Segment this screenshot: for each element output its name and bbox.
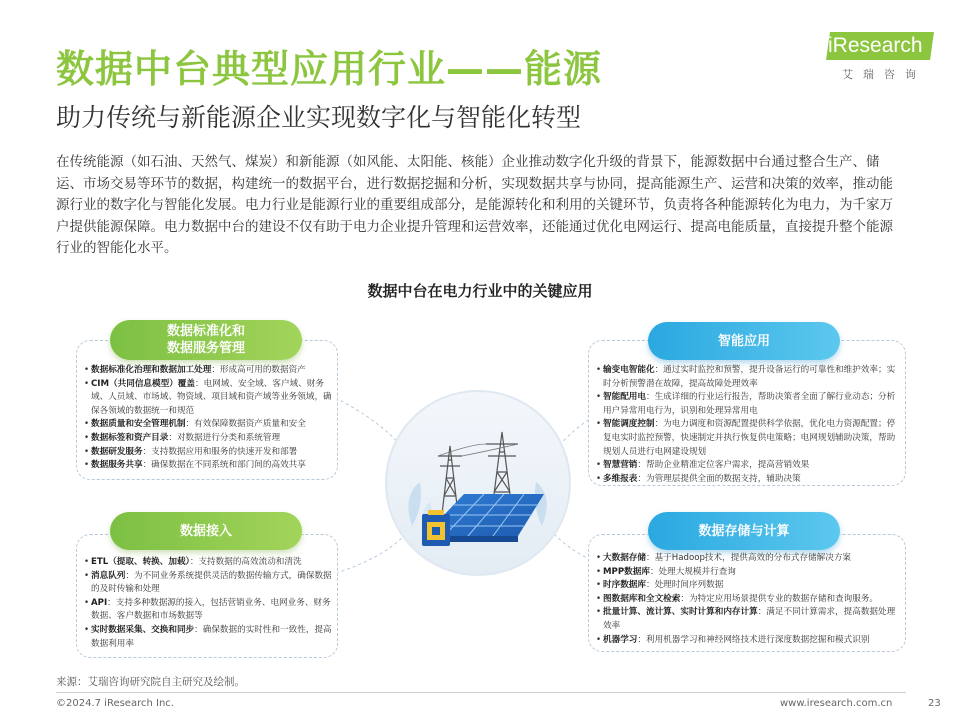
list-item-key: 数据标签和资产目录 (91, 432, 169, 443)
list-item-key: 数据研发服务 (91, 446, 143, 457)
list-item-value: ：形成高可用的数据资产 (211, 365, 306, 375)
website-link[interactable]: www.iresearch.com.cn (780, 698, 893, 709)
list-item-key: 数据服务共享 (91, 460, 143, 471)
list-item-key: 批量计算、流计算、实时计算和内存计算 (603, 607, 758, 618)
list-item-value: ：为管理层提供全面的数据支持，辅助决策 (637, 473, 801, 484)
list-item (84, 556, 334, 570)
list-item-key: 大数据存储 (603, 553, 646, 563)
energy-illustration (372, 386, 584, 580)
logo-name: iResearch (828, 34, 923, 57)
list-item-value: ：处理大规模并行查询 (649, 566, 736, 577)
list-item-key: 多维报表 (603, 473, 638, 484)
list-item-key: 图数据库和全文检索 (603, 593, 681, 604)
list-item-value: ：电网域、安全域、客户域、财务域、人员域、市场域、物资域、项目域和资产域等业务领域，确保各领域的数据统一和规范 (91, 378, 332, 416)
list-smart-application (596, 364, 900, 486)
list-item (84, 597, 334, 624)
list-item (84, 459, 334, 473)
list-item-value: ：支持多种数据源的接入，包括营销业务、电网业务、财务数据、客户数据和市场数据等 (91, 597, 331, 622)
list-item-value: ：对数据进行分类和系统管理 (168, 432, 281, 443)
list-item-key: 实时数据采集、交换和同步 (91, 624, 195, 635)
page-subtitle: 助力传统与新能源企业实现数字化与智能化转型 (56, 103, 582, 132)
list-item (84, 364, 334, 378)
list-item-key: MPP数据库 (603, 566, 650, 577)
list-item (596, 579, 900, 593)
list-item (84, 570, 334, 597)
list-data-ingestion (84, 556, 334, 651)
list-item (84, 378, 334, 419)
list-item-value: ：有效保障数据资产质量和安全 (185, 419, 306, 430)
pill-data-ingestion: 数据接入 (110, 512, 302, 550)
battery-icon (422, 510, 450, 546)
list-item-value: ：生成详细的行业运行报告，帮助决策者全面了解行业动态；分析用户异常用电行为，识别和处理异常用电 (603, 392, 896, 416)
list-item-value: ：支持数据的高效流动和清洗 (189, 557, 302, 567)
page-title: 数据中台典型应用行业——能源 (56, 47, 603, 91)
pill-data-standardization: 数据标准化和 数据服务管理 (110, 320, 302, 360)
list-item (84, 624, 334, 651)
list-item (596, 459, 900, 473)
source-note: 来源：艾瑞咨询研究院自主研究及绘制。 (56, 676, 245, 688)
section-title: 数据中台在电力行业中的关键应用 (367, 282, 593, 300)
footer-divider (56, 692, 906, 693)
list-item (596, 606, 900, 633)
list-item (596, 634, 900, 648)
list-item-key: 智慧营销 (603, 460, 638, 471)
list-item (596, 391, 900, 418)
list-item-key: 输变电智能化 (603, 365, 655, 375)
list-item (596, 418, 900, 459)
copyright: ©2024.7 iResearch Inc. (56, 698, 174, 709)
list-item (84, 418, 334, 432)
list-item-key: CIM（共同信息模型）覆盖 (91, 378, 195, 389)
list-item-value: ：基于Hadoop技术，提供高效的分布式存储解决方案 (645, 553, 852, 563)
list-item (596, 552, 900, 566)
list-item-key: 时序数据库 (603, 580, 646, 591)
list-item (596, 566, 900, 580)
list-item-key: 智能配用电 (603, 392, 646, 403)
list-item-key: 智能调度控制 (603, 419, 655, 430)
list-item-value: ：确保数据在不同系统和部门间的高效共享 (142, 460, 306, 471)
list-item-key: 机器学习 (603, 634, 638, 645)
list-data-standardization (84, 364, 334, 473)
list-item (84, 432, 334, 446)
list-item (84, 446, 334, 460)
list-item-value: ：为特定应用场景提供专业的数据存储和查询服务。 (680, 593, 879, 604)
list-item-value: ：满足不同计算需求，提高数据处理效率 (603, 607, 896, 631)
list-item-value: ：确保数据的实时性和一致性，提高数据利用率 (91, 624, 332, 649)
list-item-key: 消息队列 (91, 570, 126, 581)
pill-smart-application: 智能应用 (648, 322, 840, 360)
list-item (596, 473, 900, 487)
list-item-value: ：通过实时监控和预警，提升设备运行的可靠性和维护效率；实时分析预警潜在故障，提高故障处理效率 (603, 365, 896, 389)
list-item-key: ETL（提取、转换、加载） (91, 557, 190, 567)
list-data-storage (596, 552, 900, 647)
pill-data-storage: 数据存储与计算 (648, 512, 840, 550)
list-item-value: ：为电力调度和资源配置提供科学依据，优化电力资源配置；停复电实时监控预警，快速制定并执行恢复供电策略；电网规划辅助决策，帮助规划人员进行电网建设规划 (603, 419, 896, 457)
intro-paragraph: 在传统能源（如石油、天然气、煤炭）和新能源（如风能、太阳能、核能）企业推动数字化升级的背景下，能源数据中台通过整合生产、储运、市场交易等环节的数据，构建统一的数据平台，进行数据挖掘和分析，实现数据共享与协同，提高能源生产、运营和决策的效率，推动能源行业的数字化与智能化发展。电力行业是能源行业的重要组成部分，是能源转化和利用的关键环节，负责将各种能源转化为电力，为千家万户提供能源保障。电力数据中台的建设不仅有助于电力企业提升管理和运营效率，还能通过优化电网运行、提高电能质量，直接提升整个能源行业的智能化水平。 (56, 154, 893, 256)
list-item-value: ：利用机器学习和神经网络技术进行深度数据挖掘和模式识别 (637, 634, 870, 645)
list-item (596, 364, 900, 391)
list-item-key: API (91, 597, 108, 608)
list-item-key: 数据标准化治理和数据加工处理 (91, 365, 212, 375)
page-number: 23 (928, 698, 941, 709)
list-item-value: ：支持数据应用和服务的快速开发和部署 (142, 446, 298, 457)
logo-subtitle: 艾瑞咨询 (842, 68, 926, 81)
list-item (596, 593, 900, 607)
list-item-value: ：帮助企业精准定位客户需求，提高营销效果 (637, 460, 810, 471)
list-item-value: ：处理时间序列数据 (645, 580, 724, 591)
list-item-key: 数据质量和安全管理机制 (91, 419, 186, 430)
list-item-value: ：为不同业务系统提供灵活的数据传输方式，确保数据的及时传输和处理 (91, 570, 332, 595)
